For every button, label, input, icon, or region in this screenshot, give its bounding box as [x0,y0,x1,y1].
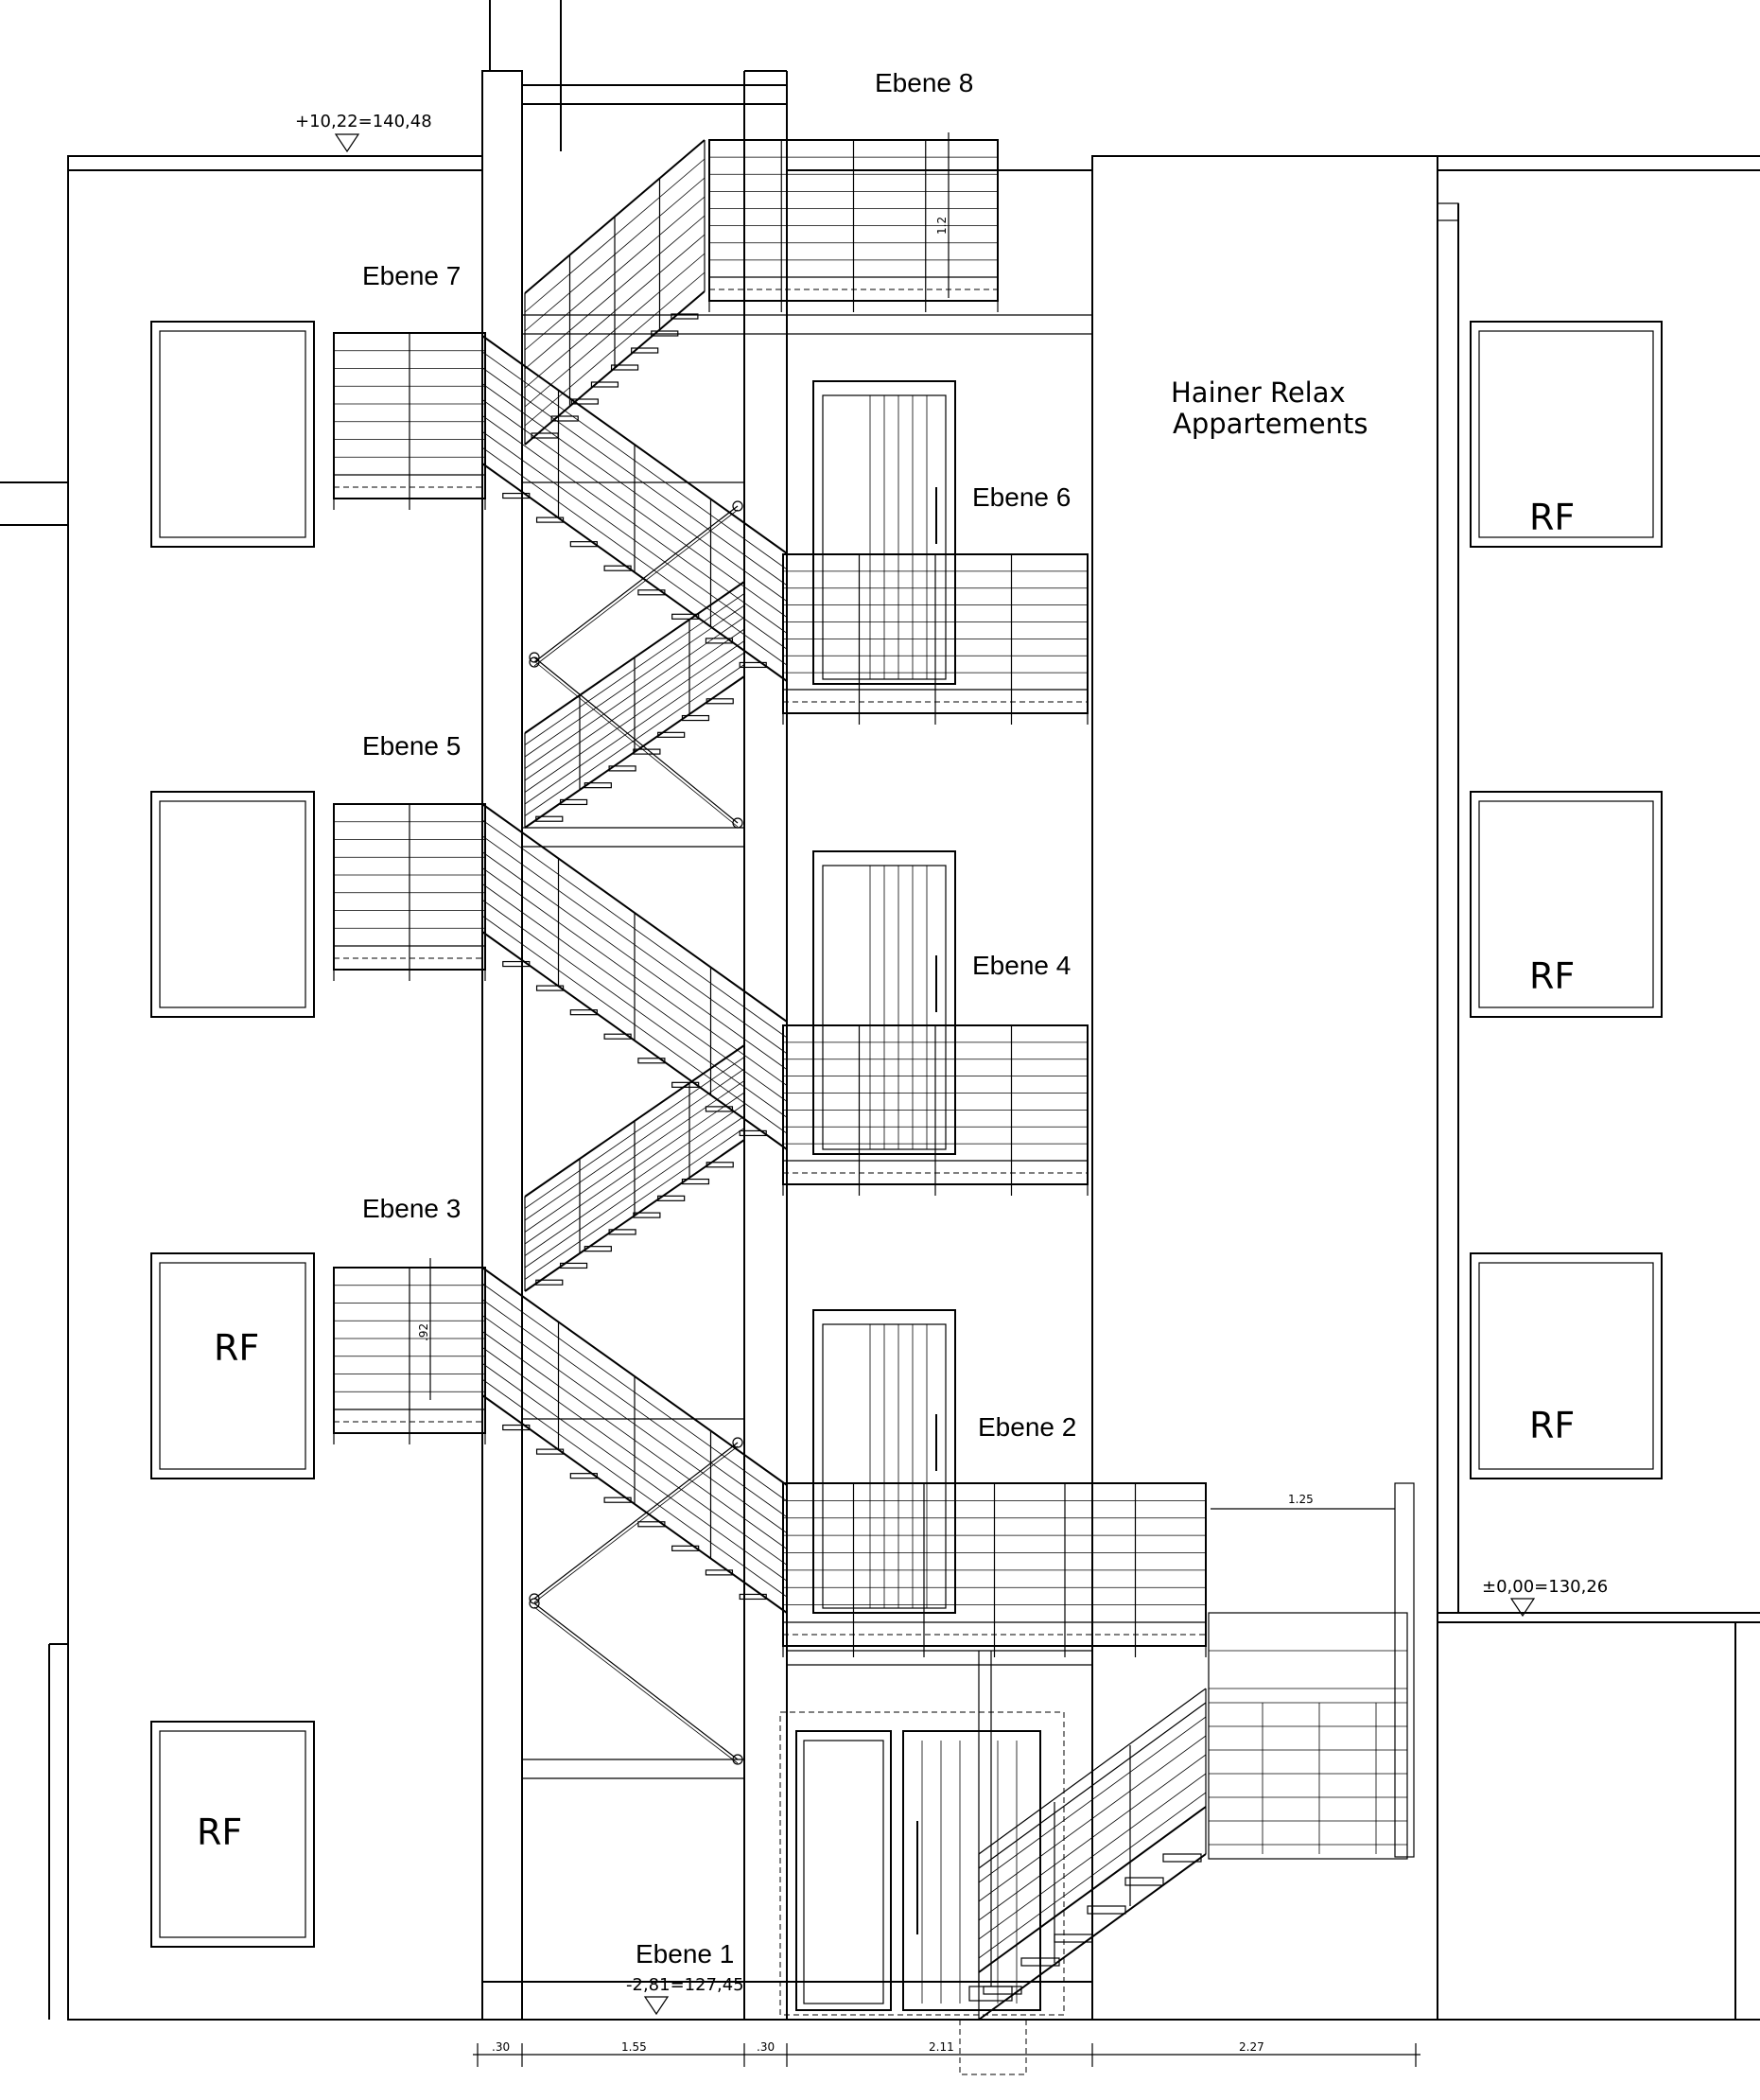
building-title-line2: Appartements [1173,408,1368,440]
window-label-right-1: RF [1529,497,1576,538]
building-title-line1: Hainer Relax [1171,376,1346,409]
window-left-2 [151,792,314,1017]
landing-ebene-8 [709,140,998,312]
stair-flight-7-8 [525,140,705,445]
door-ebene-4 [813,851,955,1154]
level-label-ebene-8: Ebene 8 [875,68,974,97]
elevation-marks [295,112,1608,2014]
door-ebene-1 [780,1712,1064,2015]
building-title [1171,376,1368,440]
tie-rod [530,1599,742,1764]
dim-railing-ebene3: .92 [417,1322,430,1341]
level-label-ebene-5: Ebene 5 [362,731,462,761]
level-label-ebene-6: Ebene 6 [972,482,1072,512]
landing-ebene-4 [783,1025,1088,1196]
landing-ebene-7 [334,333,485,510]
dim-landing-width: 1.25 [1288,1493,1314,1506]
dim-4: 2.27 [1239,2040,1264,2054]
stair-flights [482,140,787,1764]
level-label-ebene-7: Ebene 7 [362,261,462,290]
window-label-left-3: RF [214,1327,260,1369]
doors [780,381,1064,2015]
drainpipe [1438,203,1458,1613]
level-label-ebene-1: Ebene 1 [636,1939,735,1969]
landing-ebene-3 [334,1268,485,1444]
windows-right [1471,322,1662,1479]
stair-flight-6-5 [525,582,744,828]
elevation-top-triangle [336,134,358,151]
elevation-top-label: +10,22=140,48 [295,112,432,131]
elevation-bottom-label: -2,81=127,45 [626,1975,744,1995]
windows-left [151,322,314,1947]
door-ebene-2 [813,1310,955,1613]
dim-2: .30 [757,2040,775,2054]
landing-ebene-5 [334,804,485,981]
dim-railing-top: 1.2 [935,216,949,235]
stair-flight-5-4 [482,804,787,1149]
elevation-ground-label: ±0,00=130,26 [1482,1577,1609,1597]
level-labels [362,68,1076,1969]
level-label-ebene-4: Ebene 4 [972,951,1072,980]
window-label-right-3: RF [1529,1405,1576,1446]
level-label-ebene-2: Ebene 2 [978,1412,1077,1442]
window-labels [197,497,1575,1853]
dim-0: .30 [492,2040,511,2054]
window-label-left-4: RF [197,1811,243,1853]
window-label-right-2: RF [1529,955,1576,997]
level-label-ebene-3: Ebene 3 [362,1194,462,1223]
window-left-1 [151,322,314,547]
elevation-bottom-triangle [645,1997,668,2014]
dim-1: 1.55 [621,2040,647,2054]
ground-stair [960,1483,1414,2074]
dim-3: 2.11 [929,2040,954,2054]
landing-ebene-2 [783,1483,1206,1657]
stair-flight-4-3 [525,1045,744,1291]
landing-ebene-6 [783,554,1088,725]
